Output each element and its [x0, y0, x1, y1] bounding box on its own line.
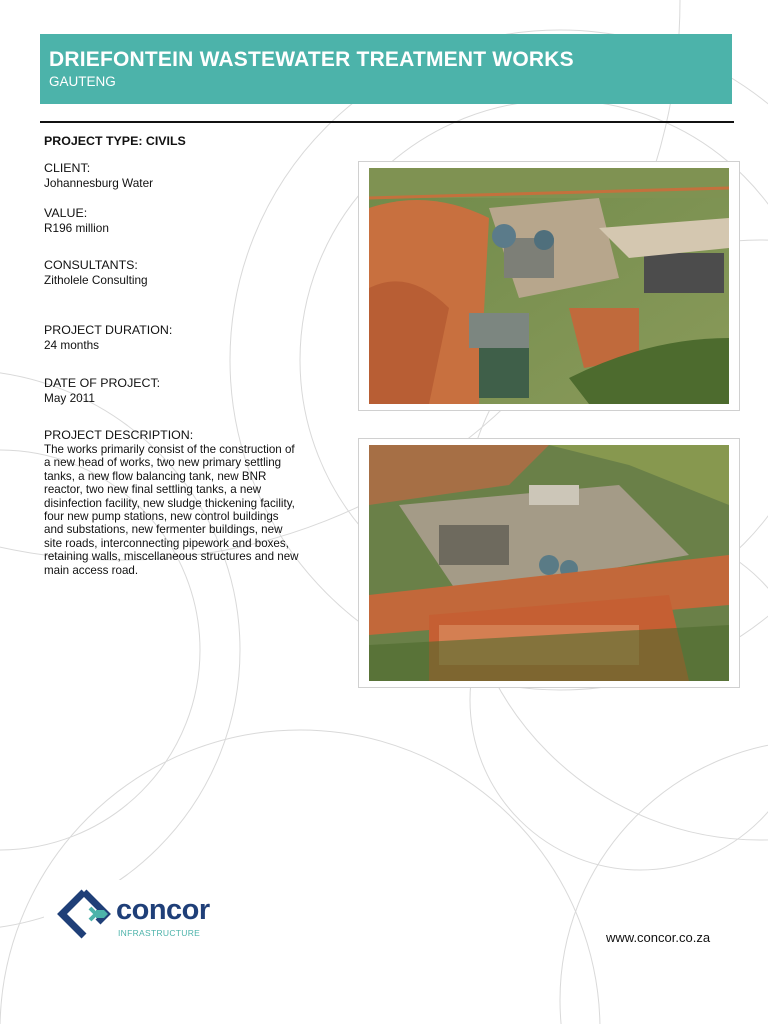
description-line: and substations, new fermenter buildings, new [44, 523, 283, 537]
description-field [44, 428, 344, 577]
site-photo-bottom [369, 445, 729, 681]
aerial-photo-image [369, 445, 729, 681]
concor-logo-mark-icon [54, 886, 118, 944]
description-line: a new head of works, two new primary settling [44, 456, 282, 470]
description-line: disinfection facility, new sludge thickening facility, [44, 496, 295, 510]
site-photo-top [369, 168, 729, 404]
description-line: four new pump stations, new control buildings [44, 510, 279, 524]
logo-tagline: INFRASTRUCTURE [118, 928, 201, 938]
consultants-label: CONSULTANTS: [44, 258, 138, 272]
description-line: site roads, interconnecting pipework and boxes, [44, 536, 289, 550]
client-label: CLIENT: [44, 161, 91, 175]
description-line: The works primarily consist of the construction of [44, 443, 295, 456]
client-value: Johannesburg Water [44, 176, 154, 190]
duration-label: PROJECT DURATION: [44, 323, 173, 337]
website-link[interactable]: www.concor.co.za [606, 930, 711, 945]
description-line: tanks, a new flow balancing tank, new BNR [44, 469, 267, 483]
date-value: May 2011 [44, 391, 95, 405]
value-value: R196 million [44, 221, 109, 235]
aerial-photo-image [369, 168, 729, 404]
project-type: PROJECT TYPE: CIVILS [44, 134, 186, 148]
description-line: reactor, two new final settling tanks, a new [44, 483, 262, 497]
logo-wordmark: concor [116, 894, 210, 926]
page-title: DRIEFONTEIN WASTEWATER TREATMENT WORKS [49, 48, 574, 71]
date-field [44, 376, 344, 405]
consultants-value: Zitholele Consulting [44, 273, 148, 287]
title-banner [40, 34, 732, 104]
duration-value: 24 months [44, 338, 100, 352]
header-divider [40, 121, 734, 123]
page-subtitle: GAUTENG [49, 74, 116, 89]
value-label: VALUE: [44, 206, 88, 220]
consultants-field [44, 258, 344, 287]
date-label: DATE OF PROJECT: [44, 376, 161, 390]
description-line: main access road. [44, 563, 139, 577]
description-label: PROJECT DESCRIPTION: [44, 428, 194, 442]
concor-logo [44, 880, 248, 946]
site-photo-bottom-frame [358, 438, 740, 688]
site-photo-top-frame [358, 161, 740, 411]
client-field [44, 161, 344, 190]
description-text [44, 443, 334, 577]
value-field [44, 206, 344, 235]
description-line: retaining walls, miscellaneous structures and new [44, 550, 299, 564]
duration-field [44, 323, 344, 352]
